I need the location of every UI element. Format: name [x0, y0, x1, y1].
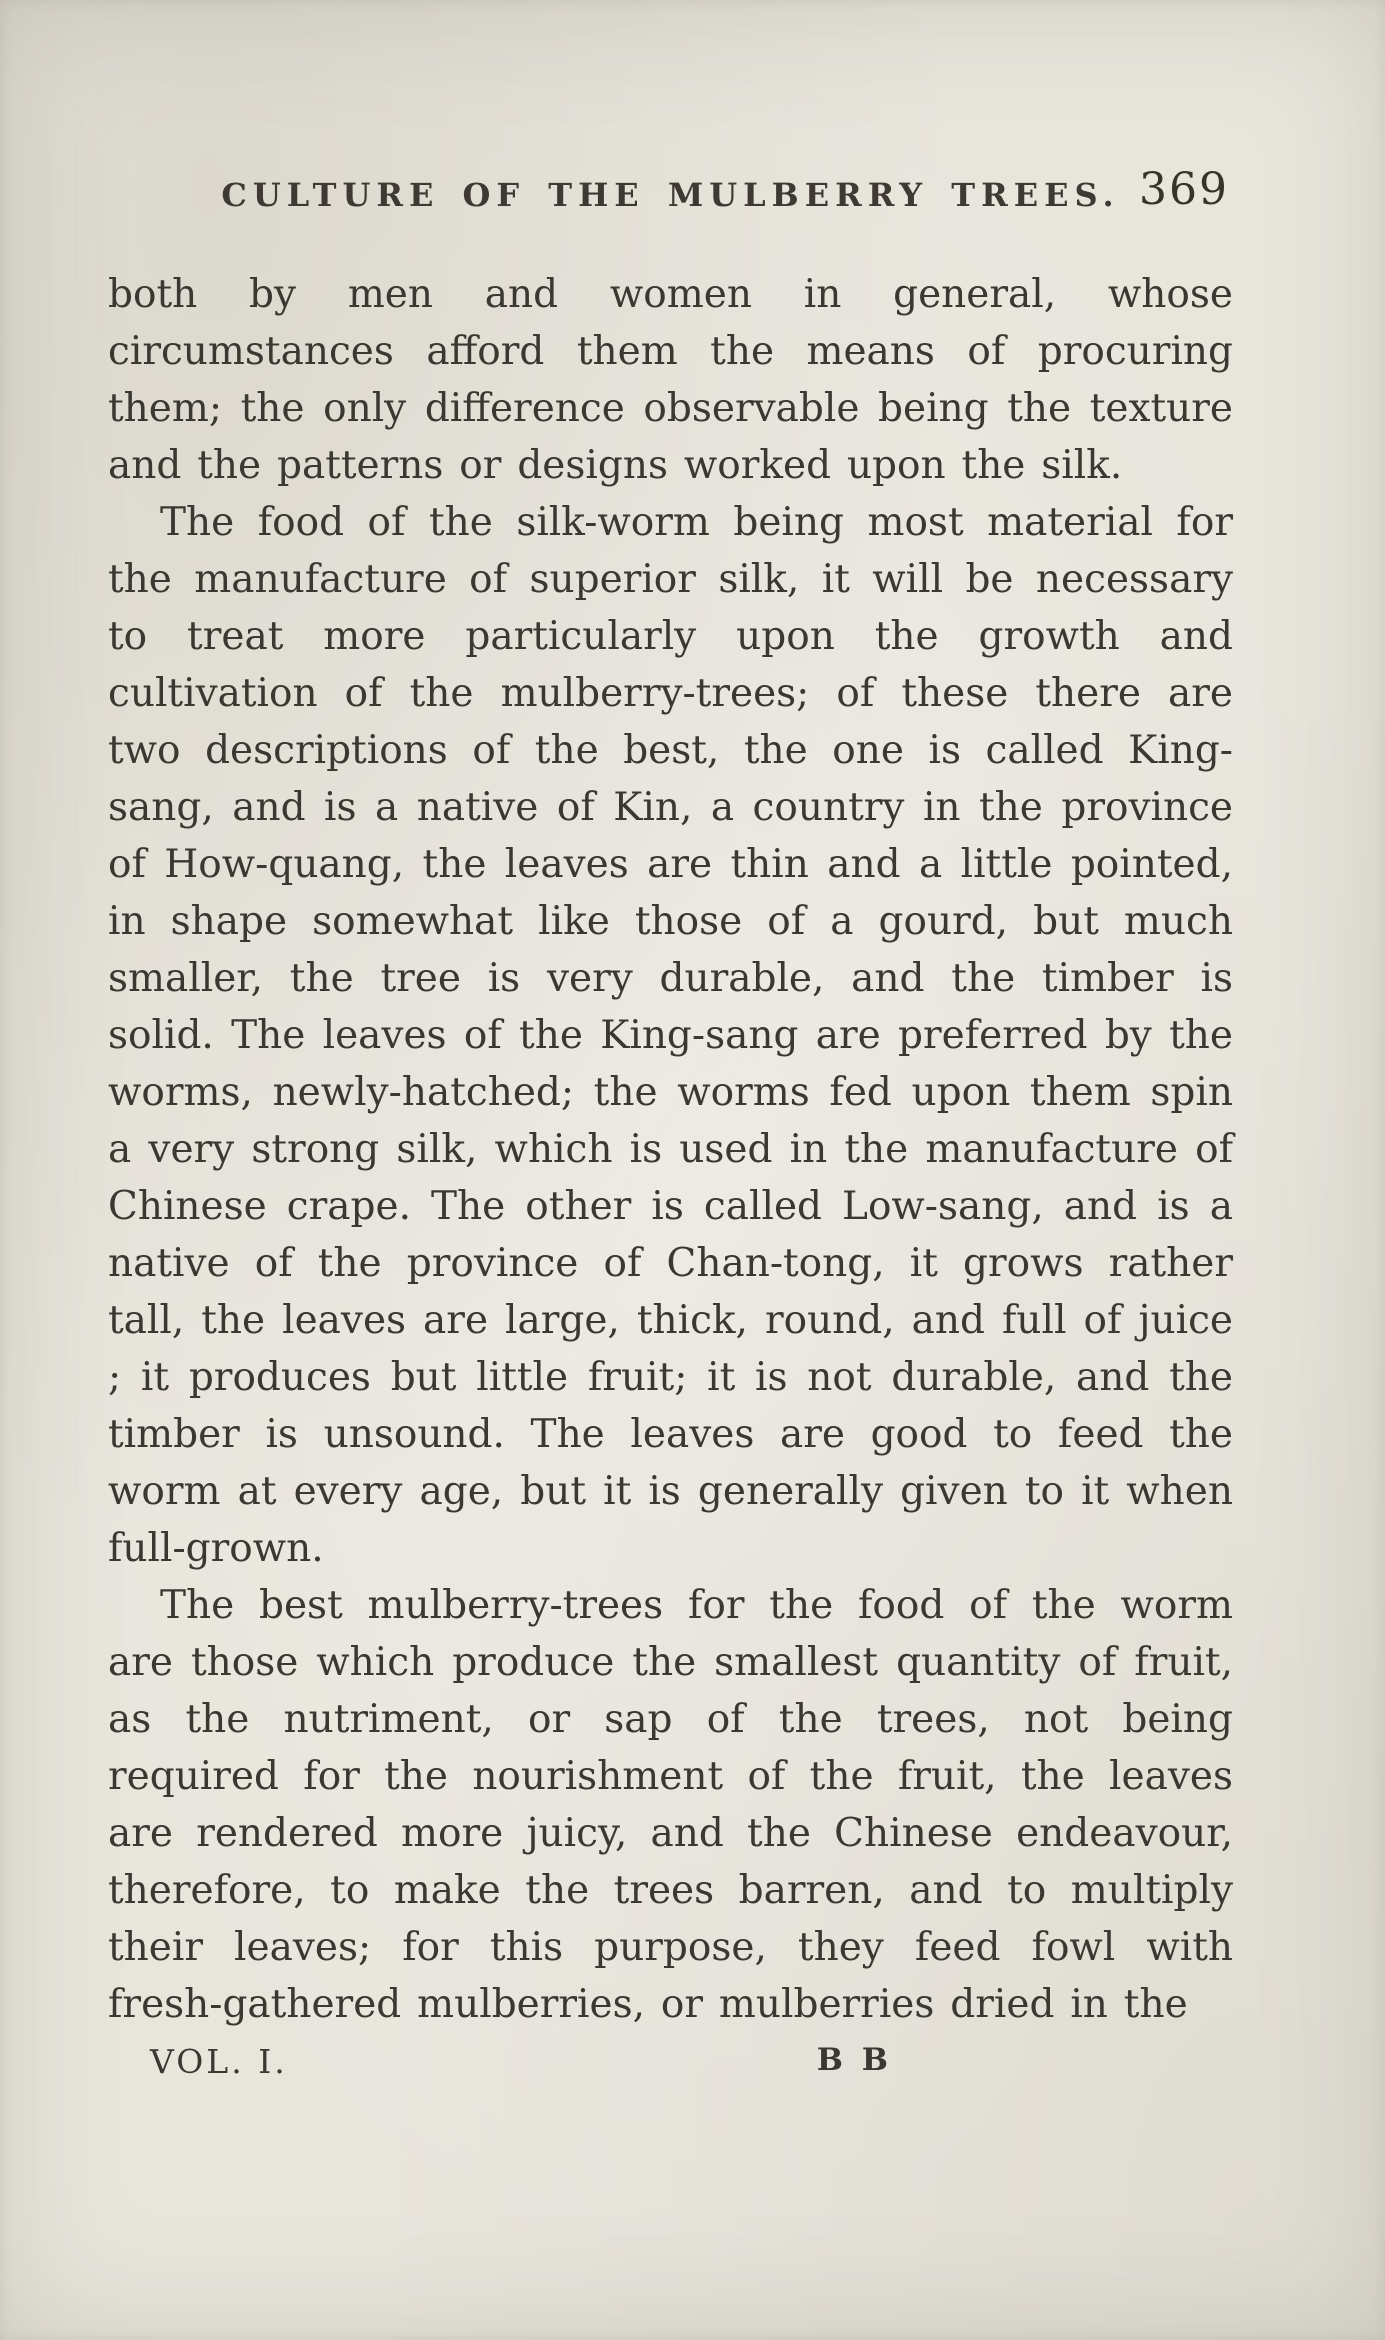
paragraph-best-mulberry-trees: The best mulberry-trees for the food of the worm are those which produce the smallest quantity of fruit, as the nutriment, or sap of the trees, not being required for the nourishment of the fruit, the leaves are rendered more juicy, and the Chinese endeavour, therefore, to make the trees barren, and to multiply their leaves; for this purpose, they feed fowl with fresh-gathered mulberries, or mulberries dried in the — [108, 1583, 1233, 2027]
page-body — [108, 266, 1233, 2033]
page-number: 369 — [1139, 164, 1229, 215]
page-header — [108, 164, 1233, 240]
volume-label: VOL. I. — [150, 2042, 288, 2081]
paragraph-silkworm-food: The food of the silk-worm being most material for the manufacture of superior silk, it will be necessary to treat more particularly upon the growth and cultivation of the mulberry-trees; of these there are two descriptions of the best, the one is called King-sang, and is a native of Kin, a country in the province of How-quang, the leaves are thin and a little pointed, in shape somewhat like those of a gourd, but much smaller, the tree is very durable, and the timber is solid. The leaves of the King-sang are preferred by the worms, newly-hatched; the worms fed upon them spin a very strong silk, which is used in the manufacture of Chinese crape. The other is called Low-sang, and is a native of the province of Chan-tong, it grows rather tall, the leaves are large, thick, round, and full of juice ; it produces but little fruit; it is not durable, and the timber is unsound. The leaves are good to feed the worm at every age, but it is generally given to it when full-grown. — [108, 500, 1233, 1571]
page-footer — [108, 2042, 1233, 2090]
printers-signature-mark: B B — [816, 2042, 892, 2078]
paragraph-continuation: both by men and women in general, whose circumstances afford them the means of procuring them; the only difference observable being the texture and the patterns or designs worked upon the silk. — [108, 272, 1233, 488]
running-title: CULTURE OF THE MULBERRY TREES. — [221, 176, 1120, 214]
